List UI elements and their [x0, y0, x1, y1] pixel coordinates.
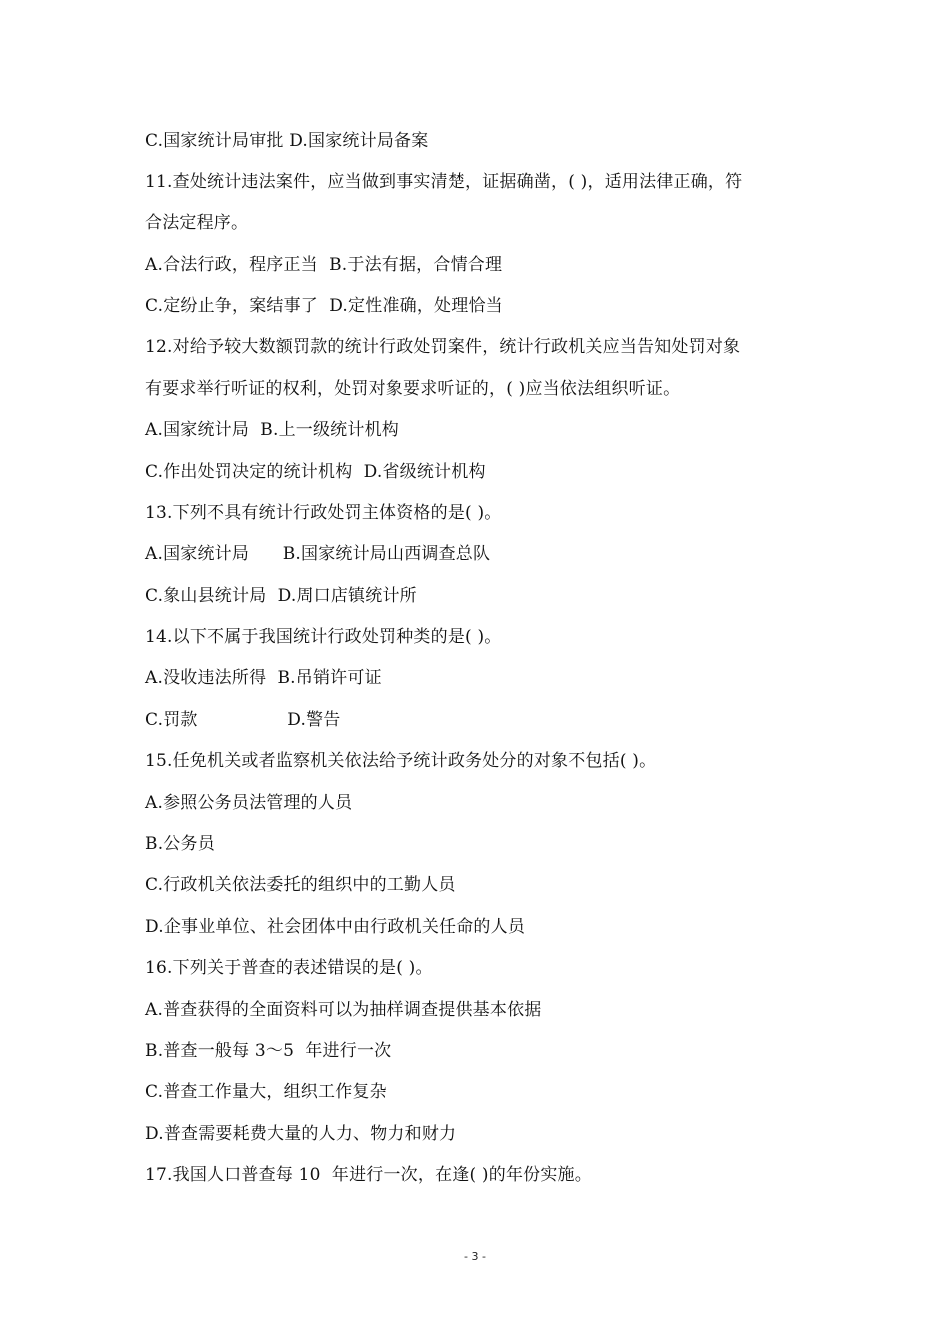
- text-line: C.定纷止争，案结事了 D.定性准确，处理恰当: [145, 296, 503, 316]
- text-line: D.普查需要耗费大量的人力、物力和财力: [145, 1124, 457, 1144]
- text-line: C.国家统计局审批 D.国家统计局备案: [145, 131, 429, 151]
- text-line: A.没收违法所得 B.吊销许可证: [145, 668, 382, 688]
- text-line: C.罚款 D.警告: [145, 710, 341, 730]
- text-line: 有要求举行听证的权利，处罚对象要求听证的，( )应当依法组织听证。: [145, 379, 681, 399]
- text-line: C.作出处罚决定的统计机构 D.省级统计机构: [145, 462, 486, 482]
- text-line: A.普查获得的全面资料可以为抽样调查提供基本依据: [145, 1000, 542, 1020]
- text-line: 合法定程序。: [145, 213, 249, 233]
- page-number: - 3 -: [464, 1250, 486, 1263]
- text-line: 12.对给予较大数额罚款的统计行政处罚案件，统计行政机关应当告知处罚对象: [145, 337, 741, 357]
- text-line: A.参照公务员法管理的人员: [145, 793, 353, 813]
- text-line: C.象山县统计局 D.周口店镇统计所: [145, 586, 417, 606]
- text-line: D.企事业单位、社会团体中由行政机关任命的人员: [145, 917, 526, 937]
- text-line: 14.以下不属于我国统计行政处罚种类的是( )。: [145, 627, 502, 647]
- text-line: B.公务员: [145, 834, 215, 854]
- text-line: C.行政机关依法委托的组织中的工勤人员: [145, 875, 456, 895]
- text-line: 16.下列关于普查的表述错误的是( )。: [145, 958, 433, 978]
- text-line: 11.查处统计违法案件，应当做到事实清楚，证据确凿，( )，适用法律正确，符: [145, 172, 743, 192]
- text-line: 13.下列不具有统计行政处罚主体资格的是( )。: [145, 503, 502, 523]
- text-line: C.普查工作量大，组织工作复杂: [145, 1082, 387, 1102]
- text-line: 15.任免机关或者监察机关依法给予统计政务处分的对象不包括( )。: [145, 751, 657, 771]
- text-line: A.国家统计局 B.国家统计局山西调查总队: [145, 544, 491, 564]
- text-line: B.普查一般每 3～5 年进行一次: [145, 1041, 392, 1061]
- text-line: A.合法行政，程序正当 B.于法有据，合情合理: [145, 255, 503, 275]
- text-line: A.国家统计局 B.上一级统计机构: [145, 420, 399, 440]
- text-line: 17.我国人口普查每 10 年进行一次，在逢( )的年份实施。: [145, 1165, 592, 1185]
